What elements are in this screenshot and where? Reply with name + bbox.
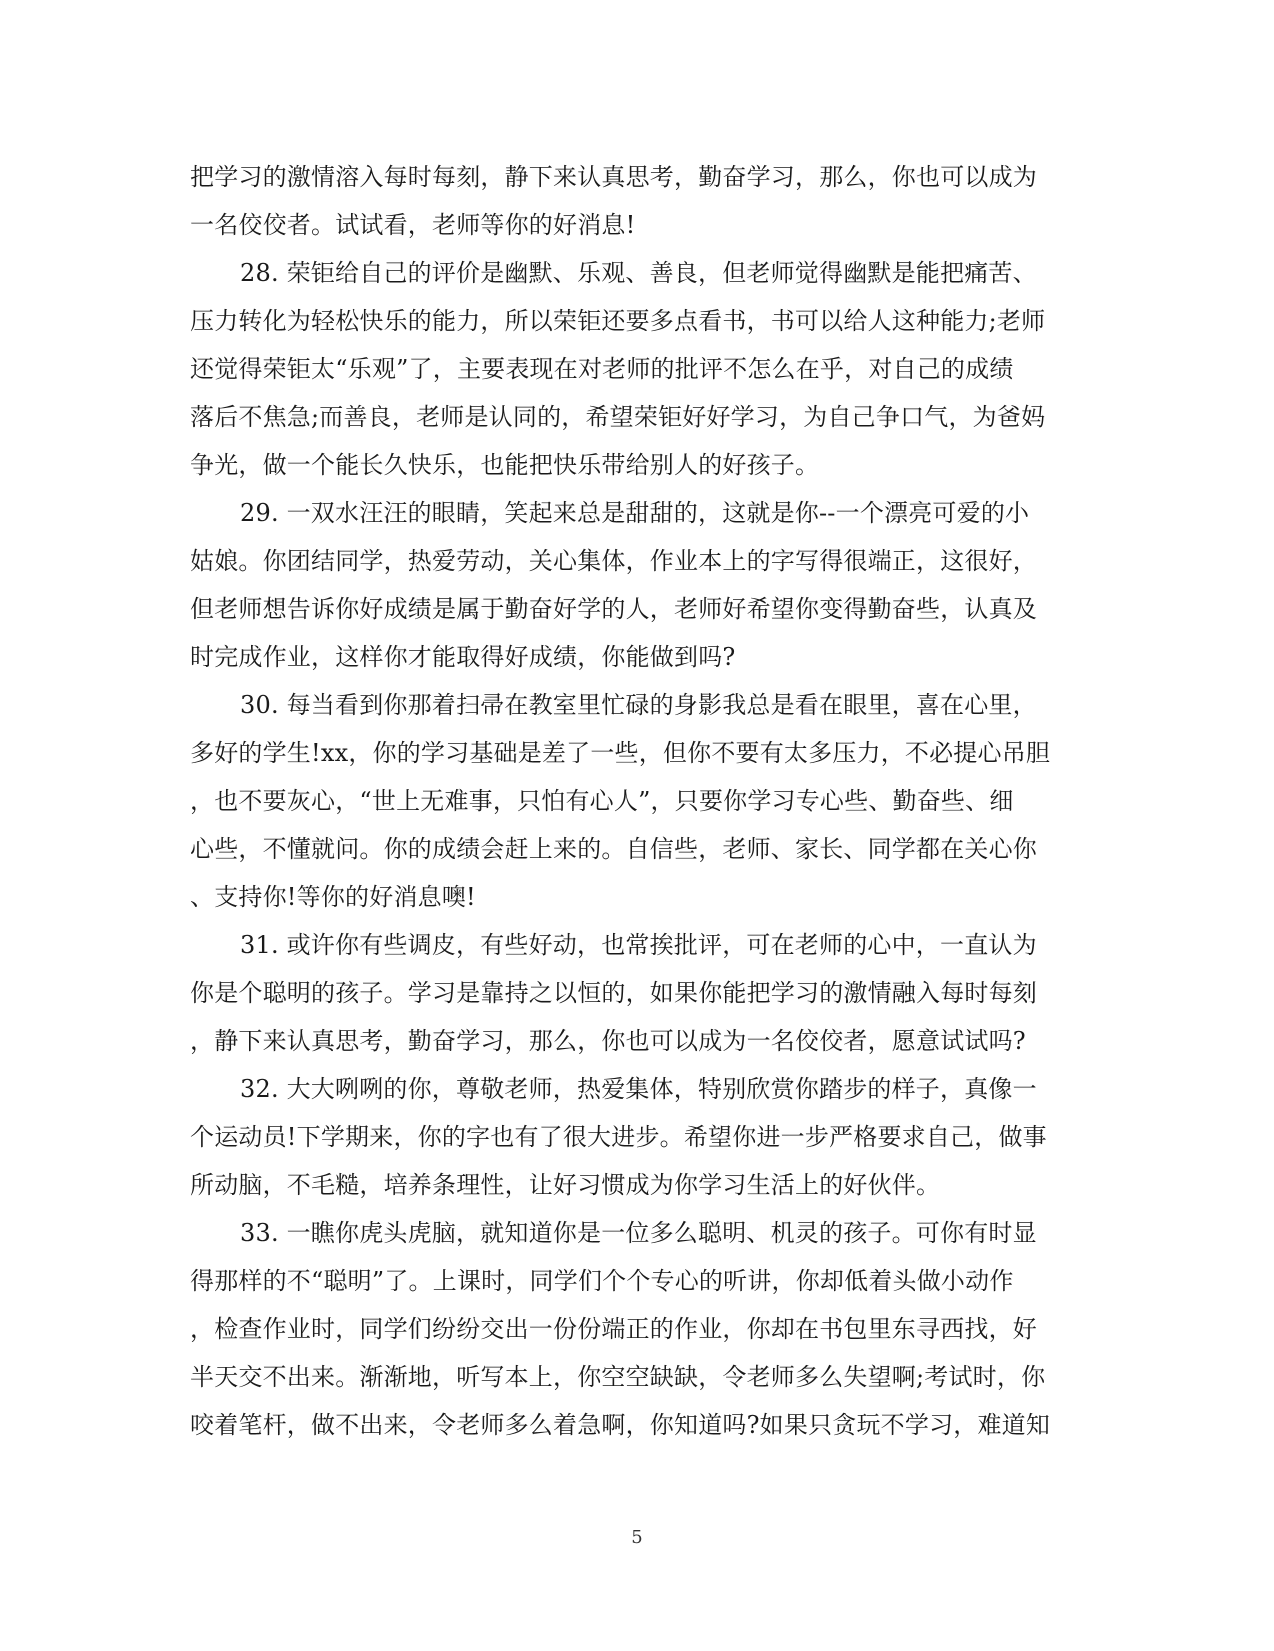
text-line: ，也不要灰心，“世上无难事，只怕有心人”，只要你学习专心些、勤奋些、细 xyxy=(190,787,1014,815)
paragraph-start-29: 29. 一双水汪汪的眼睛，笑起来总是甜甜的，这就是你--一个漂亮可爱的小 xyxy=(240,499,1030,527)
paragraph-start-30: 30. 每当看到你那着扫帚在教室里忙碌的身影我总是看在眼里，喜在心里， xyxy=(240,691,1037,719)
text-line: 咬着笔杆，做不出来，令老师多么着急啊，你知道吗?如果只贪玩不学习，难道知 xyxy=(190,1411,1051,1439)
text-line: 但老师想告诉你好成绩是属于勤奋好学的人，老师好希望你变得勤奋些，认真及 xyxy=(190,595,1037,623)
text-line: 所动脑，不毛糙，培养条理性，让好习惯成为你学习生活上的好伙伴。 xyxy=(190,1171,941,1199)
text-line: 姑娘。你团结同学，热爱劳动，关心集体，作业本上的字写得很端正，这很好， xyxy=(190,547,1037,575)
paragraph-start-31: 31. 或许你有些调皮，有些好动，也常挨批评，可在老师的心中，一直认为 xyxy=(240,931,1037,959)
text-line: 争光，做一个能长久快乐，也能把快乐带给别人的好孩子。 xyxy=(190,451,820,479)
text-line: 还觉得荣钜太“乐观”了，主要表现在对老师的批评不怎么在乎，对自己的成绩 xyxy=(190,355,1014,383)
text-line: 个运动员!下学期来，你的字也有了很大进步。希望你进一步严格要求自己，做事 xyxy=(190,1123,1047,1151)
text-line: 心些，不懂就问。你的成绩会赶上来的。自信些，老师、家长、同学都在关心你 xyxy=(190,835,1037,863)
text-line: ，检查作业时，同学们纷纷交出一份份端正的作业，你却在书包里东寻西找，好 xyxy=(190,1315,1037,1343)
page-number: 5 xyxy=(631,1527,643,1548)
text-line: 把学习的激情溶入每时每刻，静下来认真思考，勤奋学习，那么，你也可以成为 xyxy=(190,163,1037,191)
document-body xyxy=(190,153,1082,1449)
text-line: 多好的学生!xx，你的学习基础是差了一些，但你不要有太多压力，不必提心吊胆 xyxy=(190,739,1051,767)
text-line: ，静下来认真思考，勤奋学习，那么，你也可以成为一名佼佼者，愿意试试吗? xyxy=(190,1027,1026,1055)
text-line: 压力转化为轻松快乐的能力，所以荣钜还要多点看书，书可以给人这种能力;老师 xyxy=(190,307,1046,335)
paragraph-start-33: 33. 一瞧你虎头虎脑，就知道你是一位多么聪明、机灵的孩子。可你有时显 xyxy=(240,1219,1037,1247)
text-line: 落后不焦急;而善良，老师是认同的，希望荣钜好好学习，为自己争口气，为爸妈 xyxy=(190,403,1046,431)
paragraph-start-28: 28. 荣钜给自己的评价是幽默、乐观、善良，但老师觉得幽默是能把痛苦、 xyxy=(240,259,1037,287)
text-line: 半天交不出来。渐渐地，听写本上，你空空缺缺，令老师多么失望啊;考试时，你 xyxy=(190,1363,1046,1391)
text-line: 时完成作业，这样你才能取得好成绩，你能做到吗? xyxy=(190,643,736,671)
text-line: 一名佼佼者。试试看，老师等你的好消息! xyxy=(190,211,636,239)
text-line: 、支持你!等你的好消息噢! xyxy=(190,883,476,911)
text-line: 你是个聪明的孩子。学习是靠持之以恒的，如果你能把学习的激情融入每时每刻 xyxy=(190,979,1037,1007)
text-line: 得那样的不“聪明”了。上课时，同学们个个专心的听讲，你却低着头做小动作 xyxy=(190,1267,1014,1295)
paragraph-start-32: 32. 大大咧咧的你，尊敬老师，热爱集体，特别欣赏你踏步的样子，真像一 xyxy=(240,1075,1037,1103)
